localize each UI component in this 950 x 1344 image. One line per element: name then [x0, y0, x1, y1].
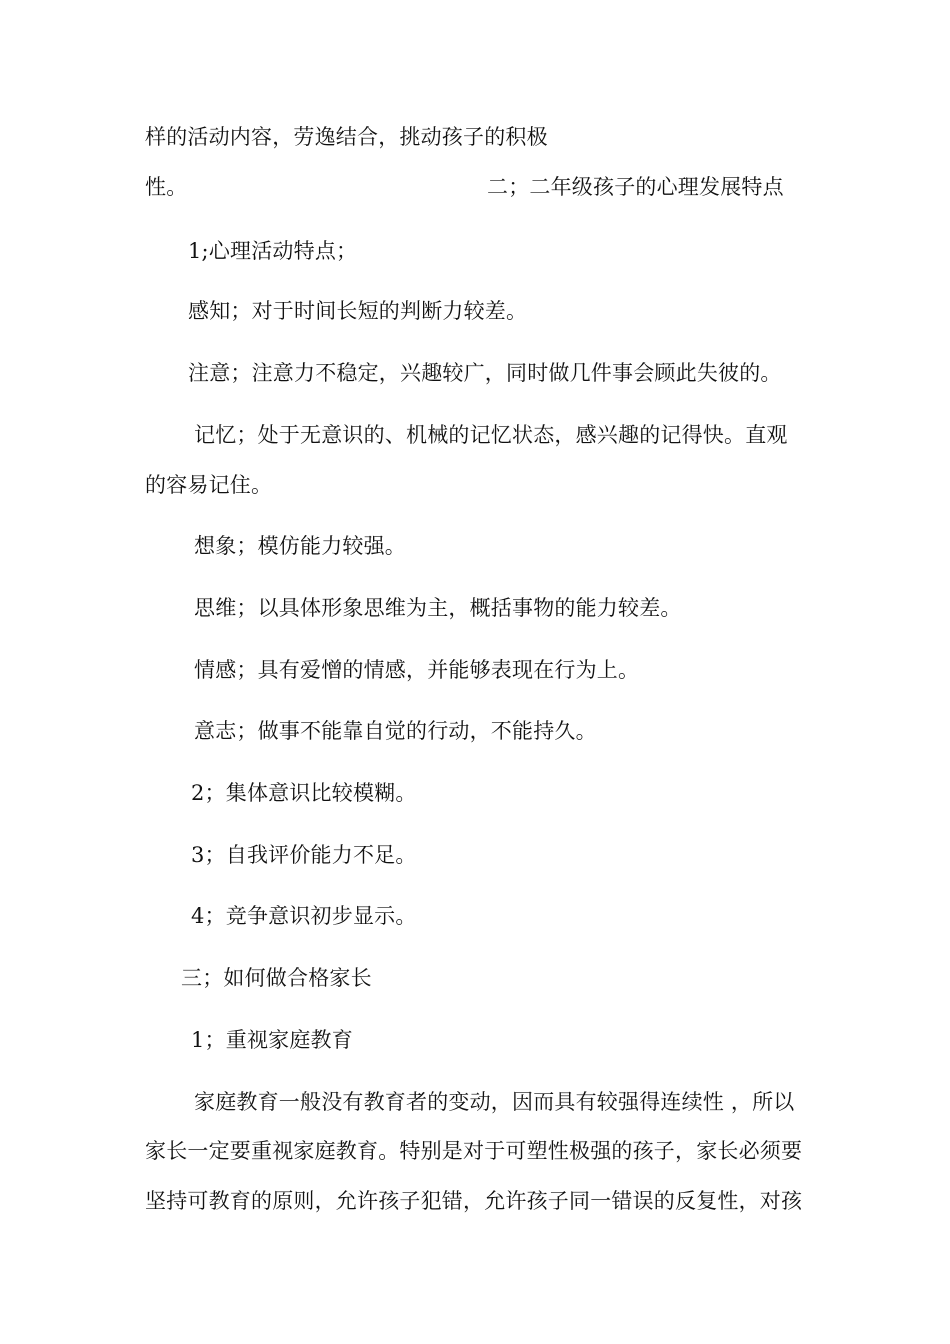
section-heading: 三；如何做合格家长 — [181, 966, 372, 990]
paragraph-line: 坚持可教育的原则，允许孩子犯错，允许孩子同一错误的反复性，对孩 — [145, 1189, 803, 1213]
paragraph-line: 思维；以具体形象思维为主，概括事物的能力较差。 — [194, 596, 682, 620]
paragraph-line: 注意；注意力不稳定，兴趣较广，同时做几件事会顾此失彼的。 — [188, 361, 782, 385]
paragraph-line: 意志；做事不能靠自觉的行动，不能持久。 — [194, 719, 597, 743]
paragraph-line: 的容易记住。 — [145, 473, 273, 497]
list-item: 3；自我评价能力不足。 — [191, 843, 417, 867]
subsection-heading: 1;心理活动特点； — [188, 239, 358, 263]
list-item: 4；竞争意识初步显示。 — [191, 904, 417, 928]
paragraph-line: 感知；对于时间长短的判断力较差。 — [188, 299, 528, 323]
list-item: 2；集体意识比较模糊。 — [191, 781, 417, 805]
paragraph-line: 家长一定要重视家庭教育。特别是对于可塑性极强的孩子，家长必须要 — [145, 1139, 803, 1163]
paragraph-line: 记忆；处于无意识的、机械的记忆状态，感兴趣的记得快。直观 — [194, 423, 788, 447]
subsection-heading: 1；重视家庭教育 — [191, 1028, 353, 1052]
paragraph-line: 样的活动内容，劳逸结合，挑动孩子的积极 — [145, 125, 548, 149]
paragraph-line: 想象；模仿能力较强。 — [194, 534, 406, 558]
paragraph-line: 情感；具有爱憎的情感，并能够表现在行为上。 — [194, 658, 640, 682]
paragraph-line: 家庭教育一般没有教育者的变动，因而具有较强得连续性 ，所以 — [194, 1090, 795, 1114]
paragraph-line: 性。 — [145, 175, 188, 199]
section-heading: 二；二年级孩子的心理发展特点 — [487, 175, 784, 199]
